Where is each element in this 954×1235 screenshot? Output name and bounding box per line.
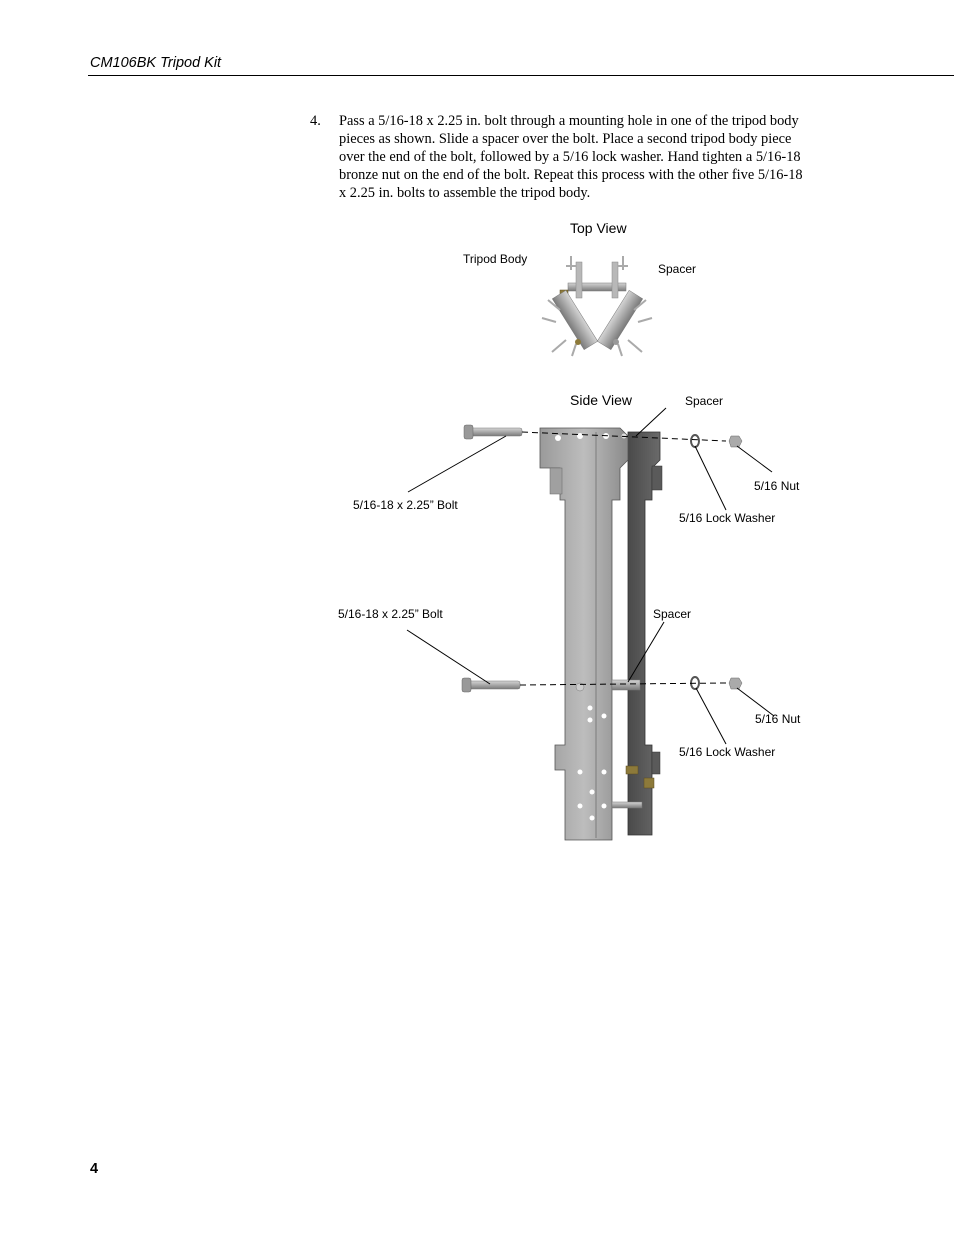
tripod-body-label: Tripod Body <box>463 252 528 266</box>
top-view-drawing <box>542 256 652 356</box>
bolt-bottom-label: 5/16-18 x 2.25” Bolt <box>338 607 443 621</box>
washer-top-label: 5/16 Lock Washer <box>679 511 776 525</box>
top-view-spacer-label: Spacer <box>658 262 697 276</box>
nut-top-label: 5/16 Nut <box>754 479 800 493</box>
side-view-spacer-bottom-label: Spacer <box>653 607 692 621</box>
side-view-title: Side View <box>570 392 633 408</box>
header-title: CM106BK Tripod Kit <box>90 55 222 71</box>
nut-bottom-label: 5/16 Nut <box>755 712 801 726</box>
page-number: 4 <box>90 1161 99 1177</box>
side-view-spacer-top-label: Spacer <box>685 394 724 408</box>
top-view-title: Top View <box>570 220 627 236</box>
step-text: Pass a 5/16-18 x 2.25 in. bolt through a mounting hole in one of the tripod body pieces as shown. Slide a spacer over the bolt. Place a second tripod body piece over the end of the bolt, followed by a 5/16 lock washer. Hand tighten a 5/16-18 bronze nut on the end of the bolt. Repeat this process with the other five 5/16-18 x 2.25 in. bolts to assemble the tripod body. <box>339 113 803 201</box>
step-number: 4. <box>310 113 321 129</box>
side-view-drawing <box>407 408 774 840</box>
washer-bottom-label: 5/16 Lock Washer <box>679 745 776 759</box>
bolt-top-label: 5/16-18 x 2.25” Bolt <box>353 498 458 512</box>
